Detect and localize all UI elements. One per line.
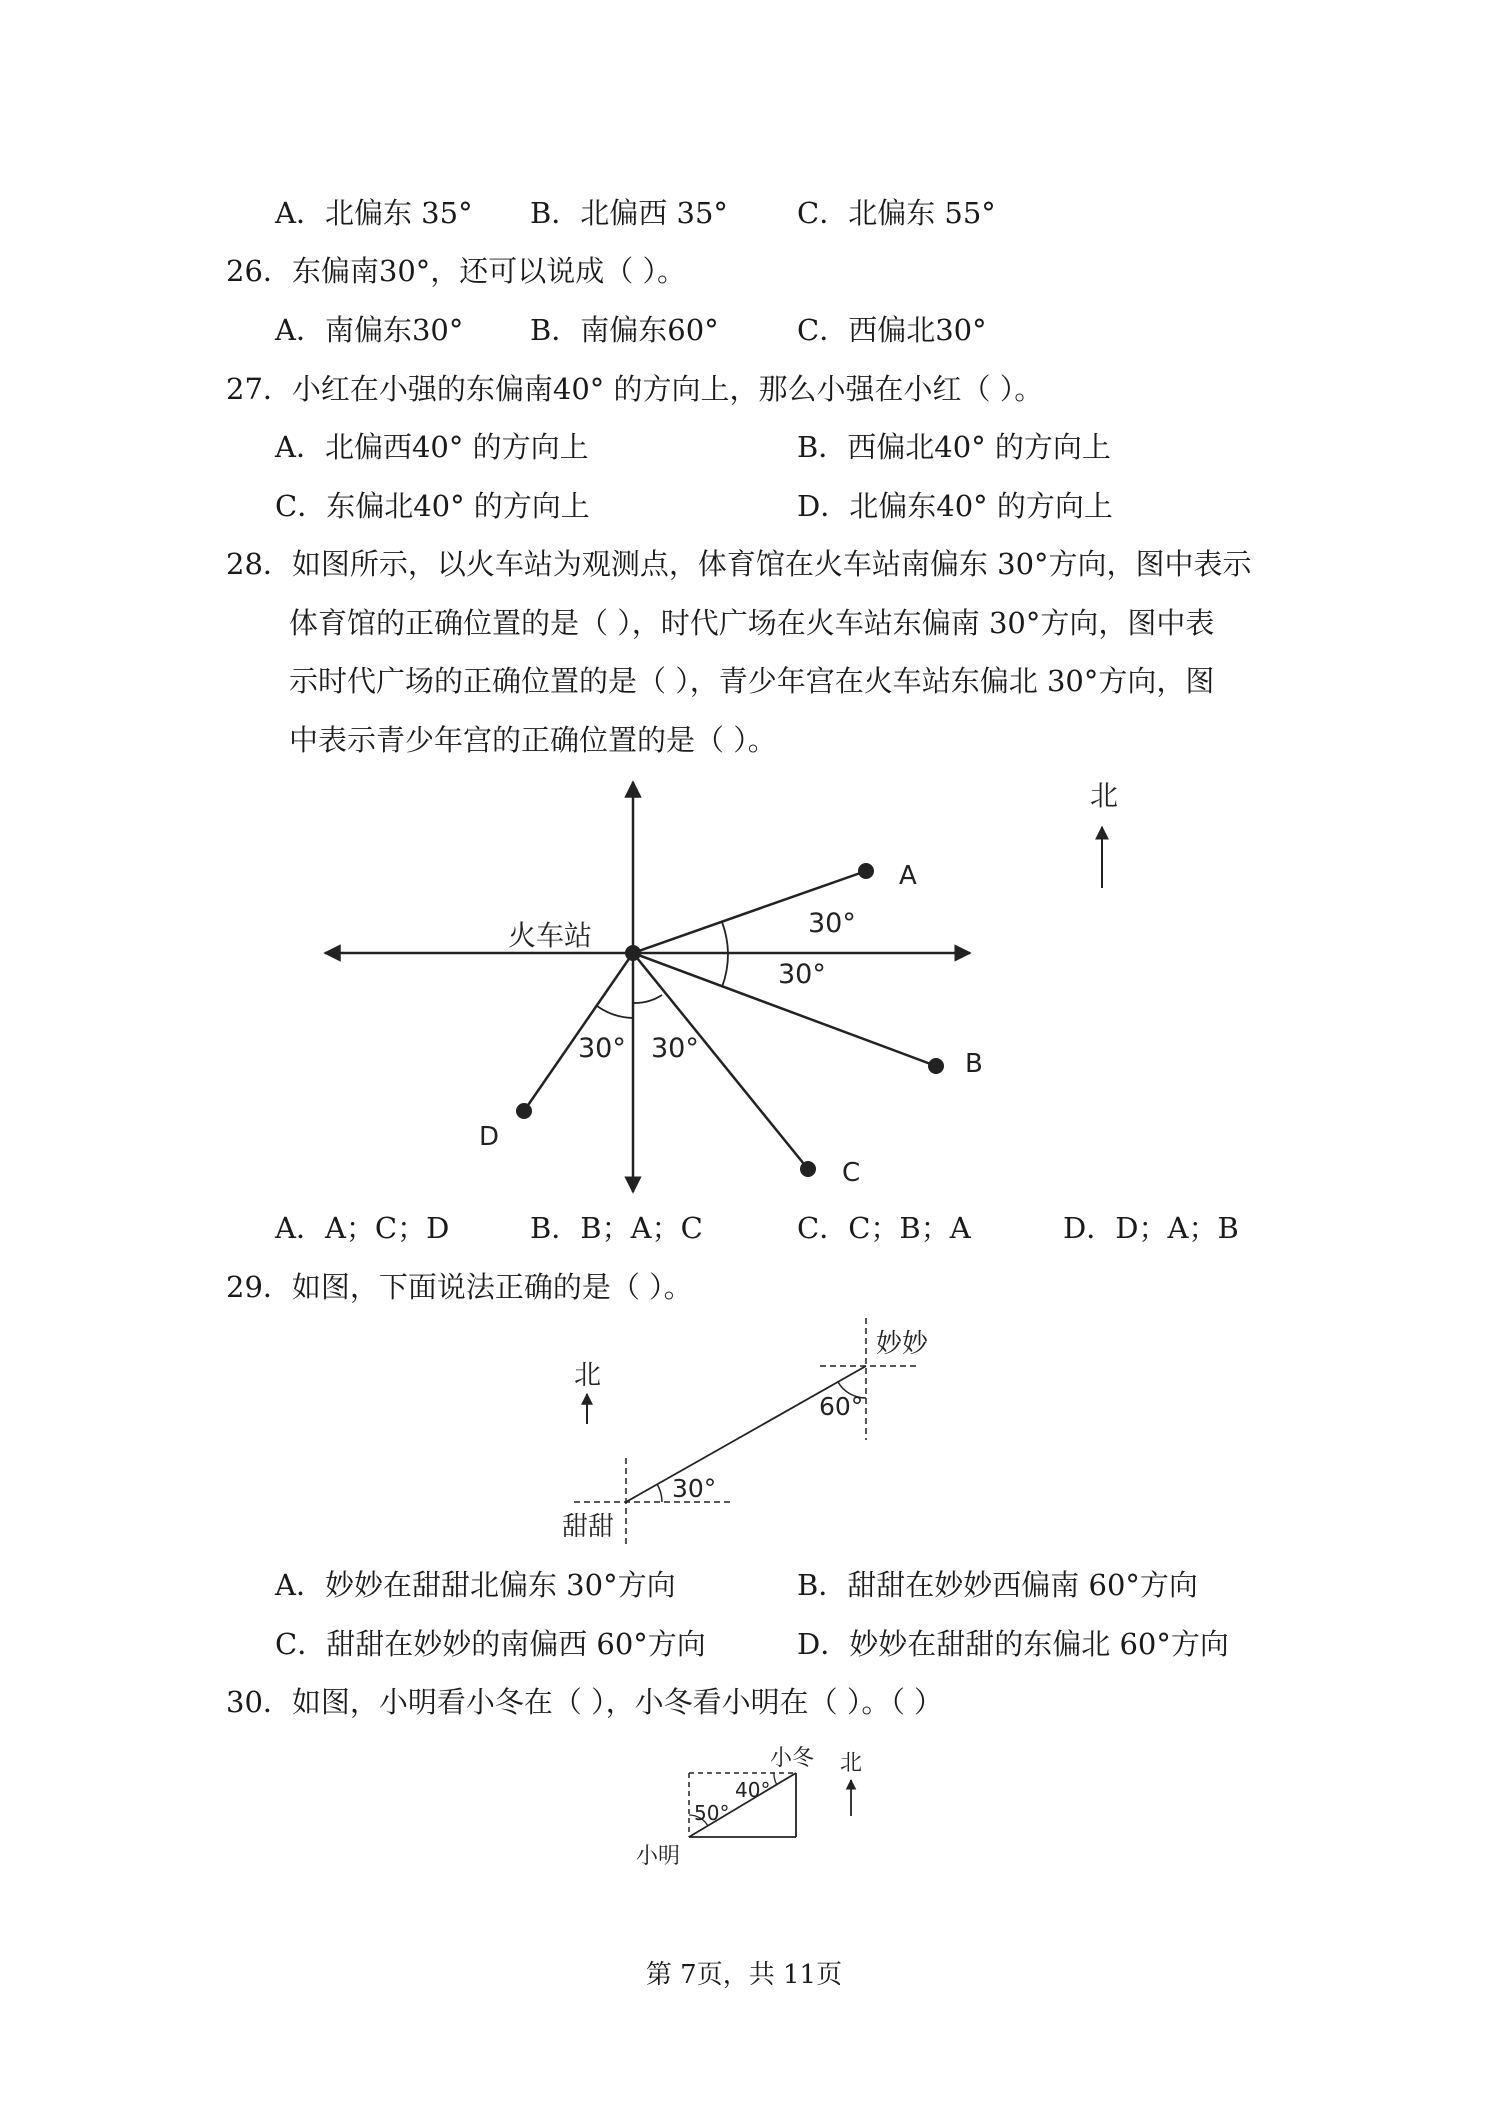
q25-option-a: A．北偏东 35°	[275, 196, 473, 230]
q29-angle-top: 60°	[819, 1392, 864, 1421]
q28-option-c: C．C；B；A	[797, 1211, 971, 1245]
q28-angle-c: 30°	[651, 1033, 699, 1064]
q29-label-tiantian: 甜甜	[562, 1512, 615, 1542]
q30-angle-top: 40°	[735, 1778, 771, 1802]
q27-option-c: C．东偏北40° 的方向上	[275, 489, 590, 523]
q28-label-a: A	[899, 861, 917, 891]
q26-stem: 26．东偏南30°，还可以说成（ ）。	[226, 254, 687, 288]
q28-label-d: D	[479, 1122, 500, 1152]
q29-option-b: B．甜甜在妙妙西偏南 60°方向	[797, 1568, 1198, 1602]
q28-stem-line1: 28．如图所示，以火车站为观测点，体育馆在火车站南偏东 30°方向，图中表示	[226, 547, 1252, 581]
q25-option-c: C．北偏东 55°	[797, 196, 996, 230]
q30-label-xiaoming: 小明	[636, 1844, 681, 1869]
q27-stem: 27．小红在小强的东偏南40° 的方向上，那么小强在小红（ ）。	[226, 372, 1044, 406]
q26-option-a: A．南偏东30°	[275, 313, 464, 347]
q29-stem: 29．如图，下面说法正确的是（ ）。	[226, 1270, 693, 1304]
q29-north-label: 北	[574, 1360, 601, 1391]
q28-angle-d: 30°	[578, 1033, 626, 1064]
q28-station-label: 火车站	[508, 919, 593, 952]
q28-angle-a: 30°	[808, 908, 856, 939]
q28-label-c: C	[842, 1158, 861, 1188]
q28-angle-b: 30°	[778, 959, 826, 990]
q28-stem-line4: 中表示青少年宫的正确位置的是（ ）。	[289, 723, 777, 757]
q28-label-b: B	[965, 1049, 983, 1079]
q27-option-b: B．西偏北40° 的方向上	[797, 430, 1111, 464]
q26-option-c: C．西偏北30°	[797, 313, 987, 347]
q30-label-xiaodong: 小冬	[770, 1746, 815, 1771]
page-footer: 第 7页，共 11页	[645, 1960, 843, 1990]
q28-option-a: A．A；C；D	[275, 1211, 450, 1245]
q28-stem-line2: 体育馆的正确位置的是（ ），时代广场在火车站东偏南 30°方向，图中表	[289, 606, 1215, 640]
q25-option-b: B．北偏西 35°	[530, 196, 728, 230]
q30-north-label: 北	[840, 1751, 863, 1776]
q27-option-d: D．北偏东40° 的方向上	[797, 489, 1113, 523]
q29-option-c: C．甜甜在妙妙的南偏西 60°方向	[275, 1627, 706, 1661]
q29-option-a: A．妙妙在甜甜北偏东 30°方向	[275, 1568, 676, 1602]
q30-stem: 30．如图，小明看小冬在（ ），小冬看小明在（ ）。（ ）	[226, 1685, 944, 1719]
q28-option-d: D．D；A；B	[1063, 1211, 1239, 1245]
q29-label-miaomiao: 妙妙	[876, 1329, 929, 1359]
q29-angle-bottom: 30°	[672, 1474, 717, 1503]
q28-option-b: B．B；A；C	[530, 1211, 703, 1245]
q26-option-b: B．南偏东60°	[530, 313, 719, 347]
q28-north-label: 北	[1090, 779, 1119, 812]
q28-stem-line3: 示时代广场的正确位置的是（ ），青少年宫在火车站东偏北 30°方向，图	[289, 664, 1215, 698]
q30-angle-bottom: 50°	[694, 1801, 730, 1825]
q27-option-a: A．北偏西40° 的方向上	[275, 430, 589, 464]
q29-option-d: D．妙妙在甜甜的东偏北 60°方向	[797, 1627, 1229, 1661]
